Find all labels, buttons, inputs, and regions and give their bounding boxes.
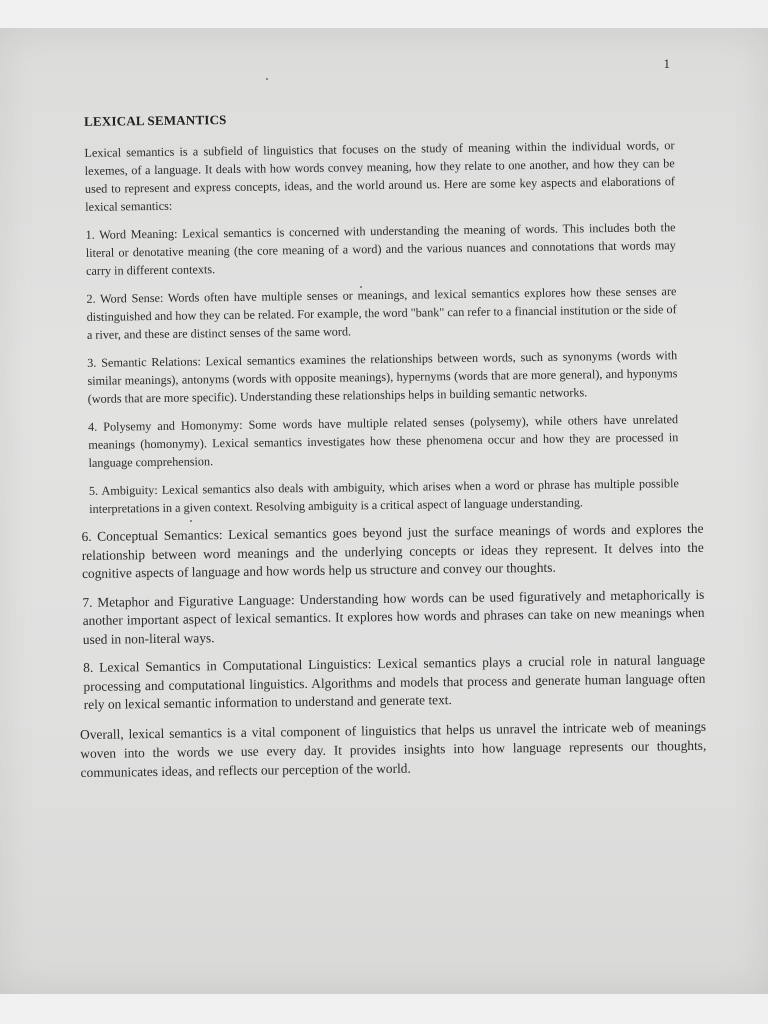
point-conceptual-semantics: 6. Conceptual Semantics: Lexical semantics goes beyond just the surface meanings of words and explores the relationship between word meanings and the underlying concepts or ideas they represent. It delves into the cognitive aspects of language and how words help us structure and convey our thoughts.: [81, 520, 704, 581]
page-number: 1: [663, 56, 670, 71]
point-semantic-relations: 3. Semantic Relations: Lexical semantics examines the relationships between words, such as synonyms (words with similar meanings), antonyms (words with opposite meanings), hypernyms (words that are more general), and hyponyms (words that are more specific). Understanding these relationships helps in building semantic networks.: [87, 348, 678, 406]
point-computational-linguistics: 8. Lexical Semantics in Computational Linguistics: Lexical semantics plays a crucial role in natural language processing and computational linguistics. Algorithms and models that process and generate human language often rely on lexical semantic information to understand and generate text.: [83, 651, 706, 712]
document-title: LEXICAL SEMANTICS: [83, 112, 227, 129]
paper-speck: [266, 78, 268, 80]
paper-sheet: [0, 28, 768, 994]
point-polysemy-homonymy: 4. Polysemy and Homonymy: Some words have multiple related senses (polysemy), while others have unrelated meanings (homonymy). Lexical semantics investigates how these phenomena occur and how they are processed in language comprehension.: [88, 412, 679, 470]
point-word-meaning: 1. Word Meaning: Lexical semantics is concerned with understanding the meaning of words. This includes both the literal or denotative meaning (the core meaning of a word) and the various nuances and connotations that words may carry in different contexts.: [85, 220, 676, 278]
point-ambiguity: 5. Ambiguity: Lexical semantics also deals with ambiguity, which arises when a word or phrase has multiple possible interpretations in a given context. Resolving ambiguity is a critical aspect of language understanding.: [88, 476, 679, 516]
intro-paragraph: Lexical semantics is a subfield of linguistics that focuses on the study of meaning within the individual words, or lexemes, of a language. It deals with how words convey meaning, how they relate to one another, and how they can be used to represent and express concepts, ideas, and the world around us. Here are some key aspects and elaborations of lexical semantics:: [84, 138, 676, 214]
closing-paragraph: Overall, lexical semantics is a vital component of linguistics that helps us unravel the intricate web of meanings woven into the words we use every day. It provides insights into how language represents our thoughts, communicates ideas, and reflects our perception of the world.: [80, 718, 707, 780]
point-word-sense: 2. Word Sense: Words often have multiple senses or meanings, and lexical semantics explores how these senses are distinguished and how they can be related. For example, the word "bank" can refer to a financial institution or the side of a river, and these are distinct senses of the same word.: [86, 284, 677, 342]
document-body: [76, 106, 705, 792]
point-metaphor-figurative: 7. Metaphor and Figurative Language: Understanding how words can be used figuratively and metaphorically is another important aspect of lexical semantics. It explores how words and phrases can take on new meanings when used in non-literal ways.: [82, 586, 705, 647]
